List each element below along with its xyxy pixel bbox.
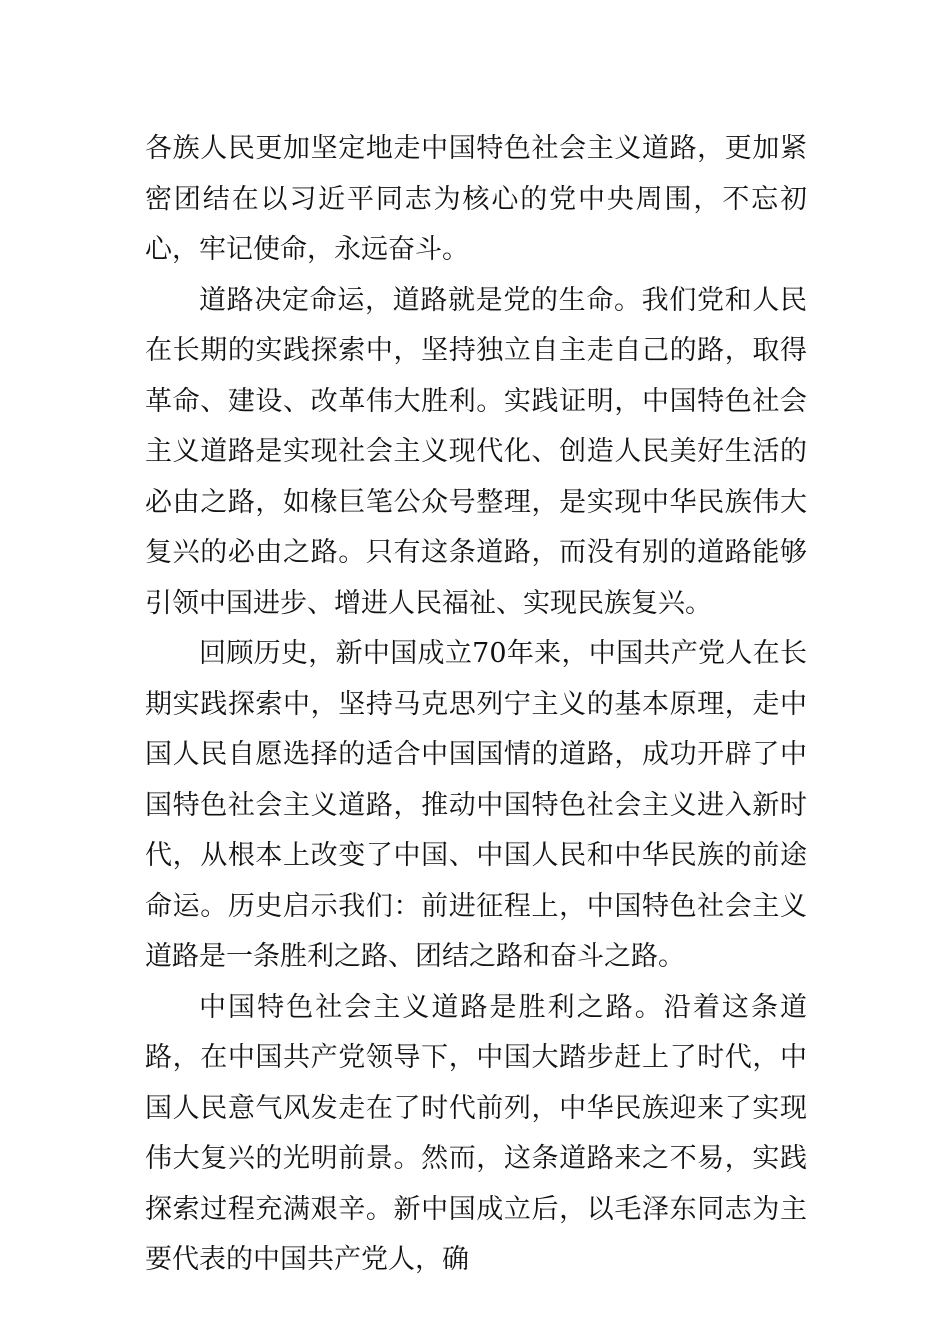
paragraph-1: 各族人民更加坚定地走中国特色社会主义道路，更加紧密团结在以习近平同志为核心的党中央周围，不忘初心，牢记使命，永远奋斗。 bbox=[145, 133, 807, 265]
paragraph-3: 回顾历史，新中国成立70年来，中国共产党人在长期实践探索中，坚持马克思列宁主义的基本原理，走中国人民自愿选择的适合中国国情的道路，成功开辟了中国特色社会主义道路，推动中国特色社会主义进入新时代，从根本上改变了中国、中国人民和中华民族的前途命运。历史启示我们：前进征程上，中国特色社会主义道路是一条胜利之路、团结之路和奋斗之路。 bbox=[145, 638, 807, 972]
paragraph-4: 中国特色社会主义道路是胜利之路。沿着这条道路，在中国共产党领导下，中国大踏步赶上了时代，中国人民意气风发走在了时代前列，中华民族迎来了实现伟大复兴的光明前景。然而，这条道路来之不易，实践探索过程充满艰辛。新中国成立后，以毛泽东同志为主要代表的中国共产党人，确 bbox=[145, 991, 807, 1275]
document-body bbox=[145, 124, 807, 1286]
paragraph-2: 道路决定命运，道路就是党的生命。我们党和人民在长期的实践探索中，坚持独立自主走自己的路，取得革命、建设、改革伟大胜利。实践证明，中国特色社会主义道路是实现社会主义现代化、创造人民美好生活的必由之路，如椽巨笔公众号整理，是实现中华民族伟大复兴的必由之路。只有这条道路，而没有别的道路能够引领中国进步、增进人民福祉、实现民族复兴。 bbox=[145, 284, 807, 619]
